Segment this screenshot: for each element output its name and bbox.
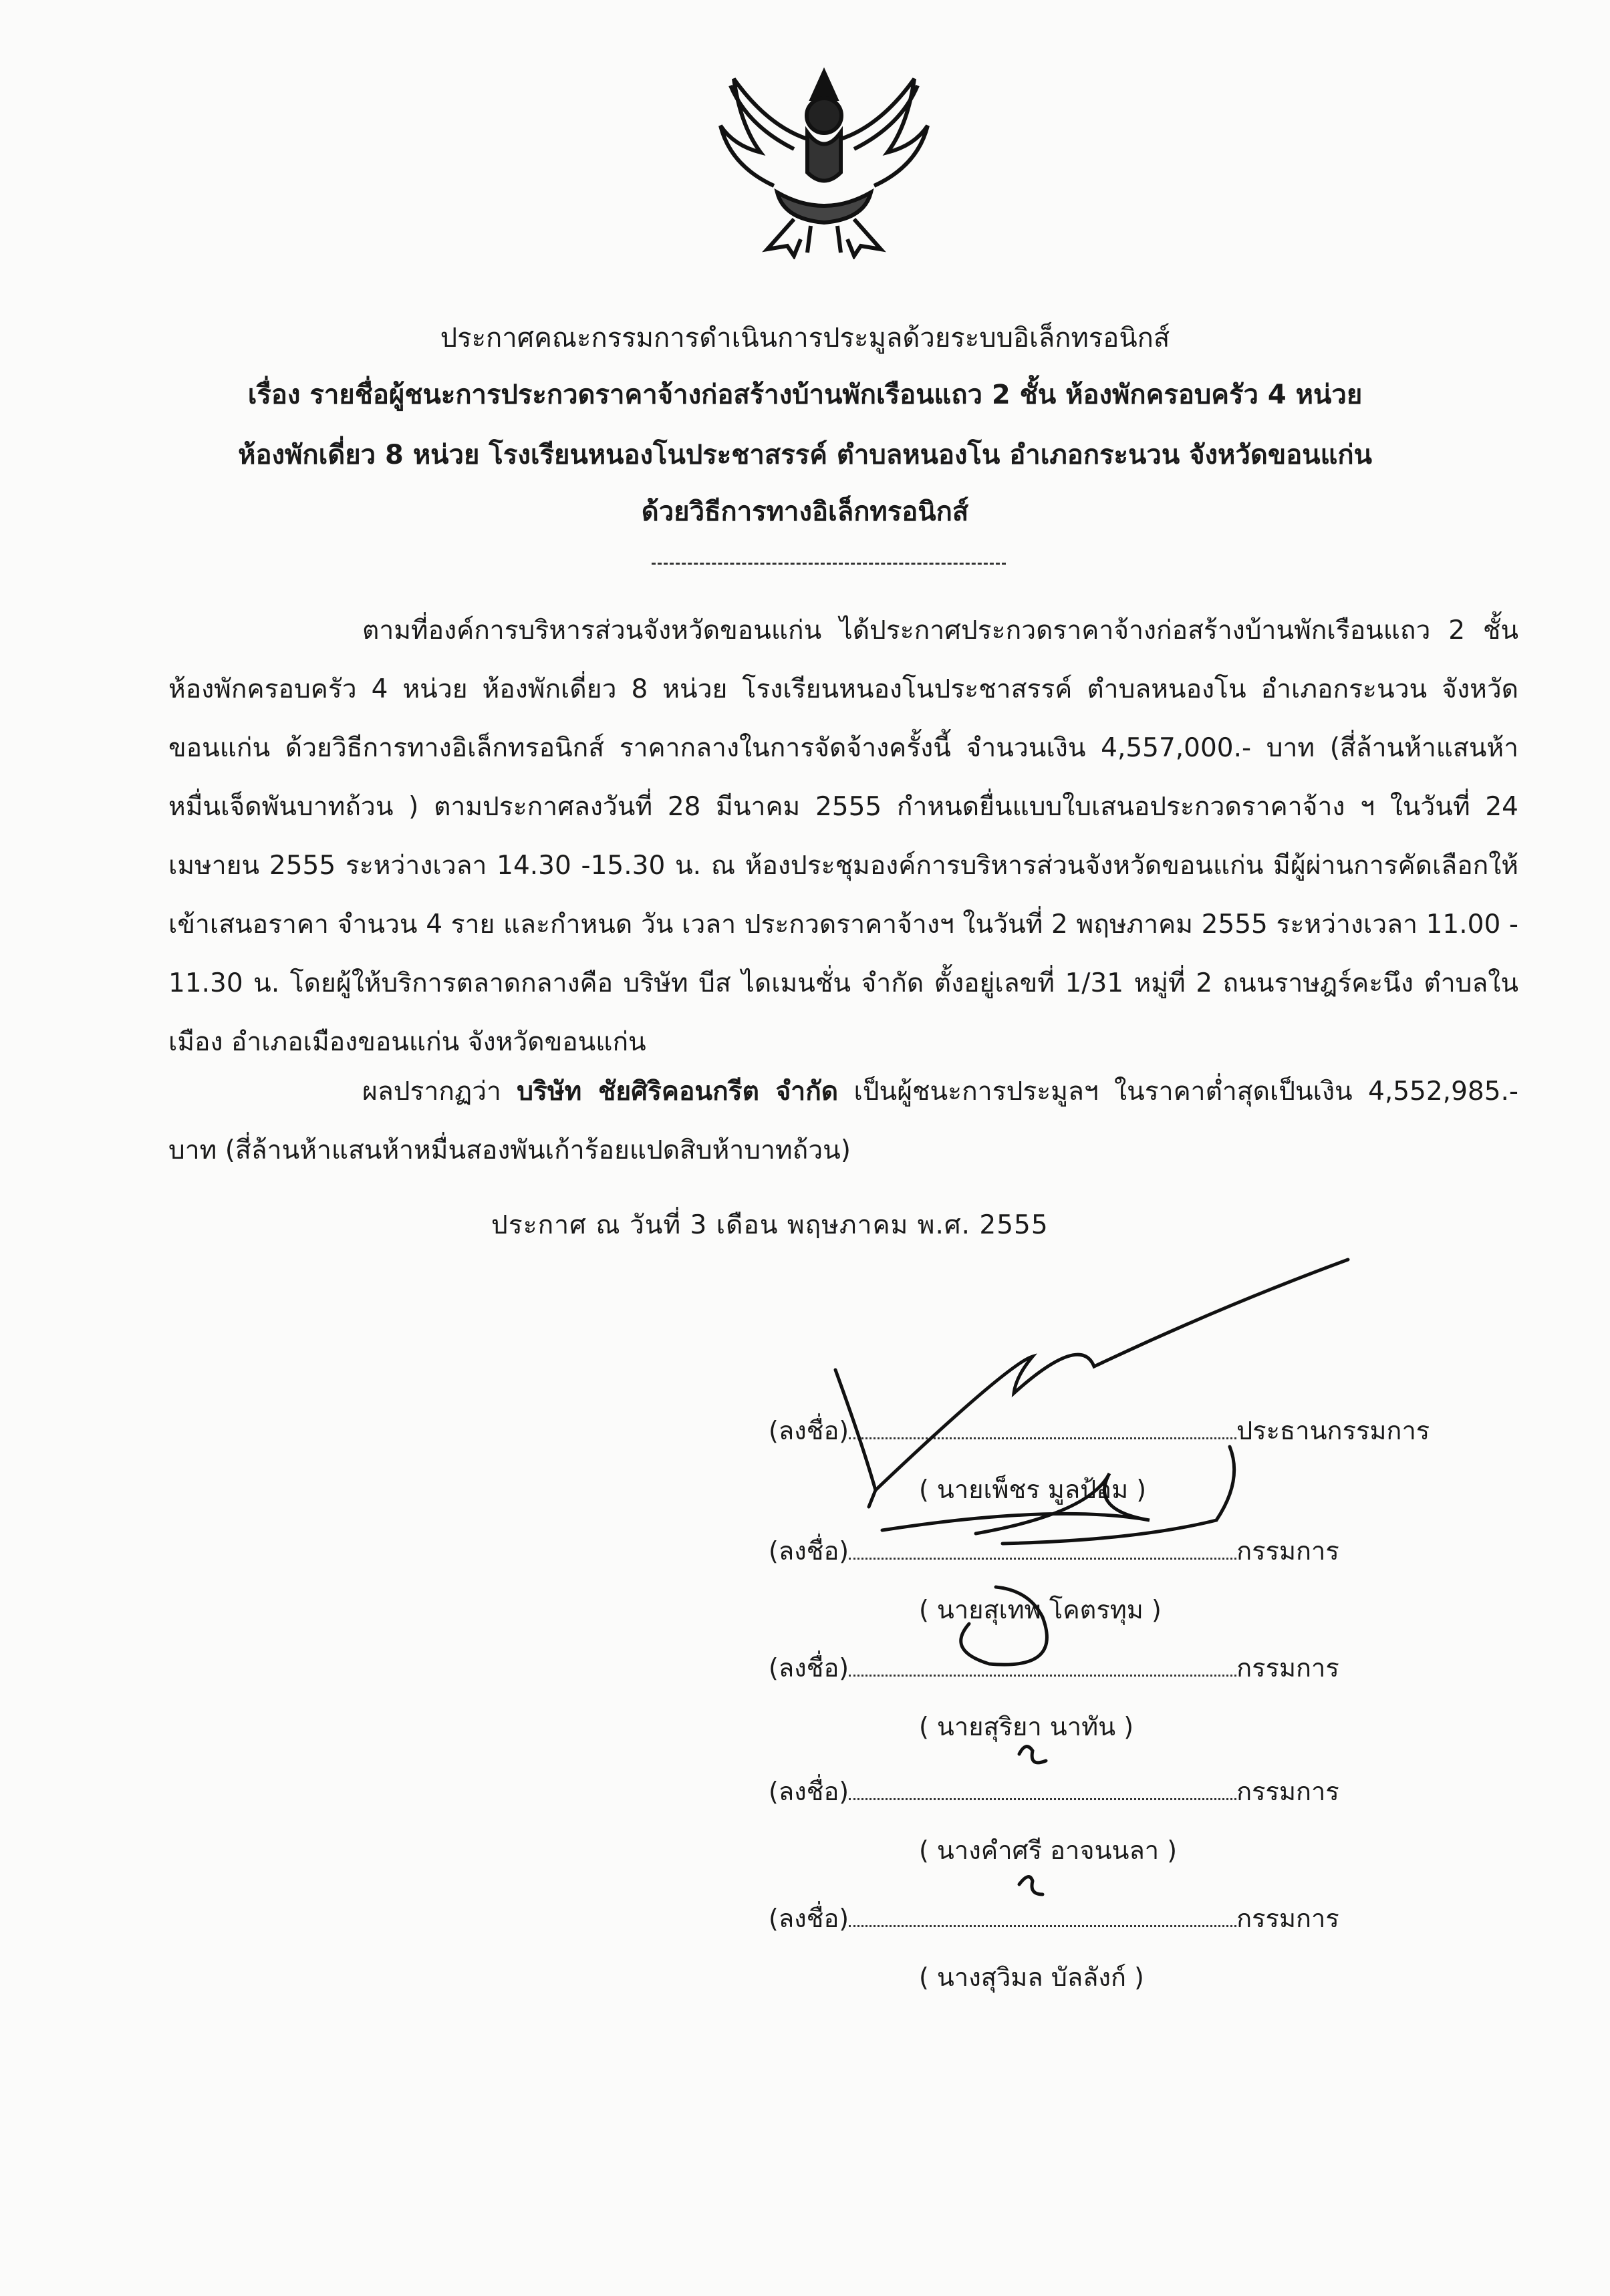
signature-block-member-4 xyxy=(769,1898,1437,1992)
signer-role: ประธานกรรมการ xyxy=(1236,1416,1430,1445)
garuda-emblem-icon xyxy=(714,59,934,259)
announce-date: ประกาศ ณ วันที่ 3 เดือน พฤษภาคม พ.ศ. 2555 xyxy=(491,1210,1049,1240)
sign-label: (ลงชื่อ) xyxy=(769,1416,849,1445)
subject-line-2: ห้องพักเดี่ยว 8 หน่วย โรงเรียนหนองโนประชาสรรค์ ตำบลหนองโน อำเภอกระนวน จังหวัดขอนแก่น xyxy=(238,440,1372,470)
sign-label: (ลงชื่อ) xyxy=(769,1653,849,1683)
signer-role: กรรมการ xyxy=(1236,1904,1339,1933)
body-paragraph-2 xyxy=(168,1062,1518,1180)
signer-name: ( นางสุวิมล บัลลังก์ ) xyxy=(919,1963,1144,1992)
signature-line xyxy=(849,1905,1236,1927)
signer-name: ( นายเพ็ชร มูลป้อม ) xyxy=(919,1475,1147,1504)
signer-name: ( นางคำศรี อาจนนลา ) xyxy=(919,1836,1178,1865)
signature-line xyxy=(849,1538,1236,1560)
signer-role: กรรมการ xyxy=(1236,1536,1339,1566)
document-title: ประกาศคณะกรรมการดำเนินการประมูลด้วยระบบอิเล็กทรอนิกส์ xyxy=(440,323,1170,353)
signature-line xyxy=(849,1778,1236,1800)
signer-role: กรรมการ xyxy=(1236,1653,1339,1683)
signature-block-member-2 xyxy=(769,1647,1437,1741)
sign-label: (ลงชื่อ) xyxy=(769,1904,849,1933)
result-prefix: ผลปรากฏว่า xyxy=(362,1077,517,1107)
winner-name: บริษัท ชัยศิริคอนกรีต จำกัด xyxy=(517,1077,839,1107)
signer-role: กรรมการ xyxy=(1236,1777,1339,1806)
signature-block-member-3 xyxy=(769,1771,1437,1865)
body-paragraph-1: ตามที่องค์การบริหารส่วนจังหวัดขอนแก่น ได้ประกาศประกวดราคาจ้างก่อสร้างบ้านพักเรือนแถว 2 ชั้น ห้องพักครอบครัว 4 หน่วย ห้องพักเดี่ยว 8 หน่วย โรงเรียนหนองโนประชาสรรค์ ตำบลหนองโน อำเภอกระนวน จังหวัดขอนแก่น ด้วยวิธีการทางอิเล็กทรอนิกส์ ราคากลางในการจัดจ้างครั้งนี้ จำนวนเงิน 4,557,000.- บาท (สี่ล้านห้าแสนห้าหมื่นเจ็ดพันบาทถ้วน ) ตามประกาศลงวันที่ 28 มีนาคม 2555 กำหนดยื่นแบบใบเสนอประกวดราคาจ้าง ฯ ในวันที่ 24 เมษายน 2555 ระหว่างเวลา 14.30 -15.30 น. ณ ห้องประชุมองค์การบริหารส่วนจังหวัดขอนแก่น มีผู้ผ่านการคัดเลือกให้เข้าเสนอราคา จำนวน 4 ราย และกำหนด วัน เวลา ประกวดราคาจ้างฯ ในวันที่ 2 พฤษภาคม 2555 ระหว่างเวลา 11.00 - 11.30 น. โดยผู้ให้บริการตลาดกลางคือ บริษัท บีส ไดเมนชั่น จำกัด ตั้งอยู่เลขที่ 1/31 หมู่ที่ 2 ถนนราษฎร์คะนึง ตำบลในเมือง อำเภอเมืองขอนแก่น จังหวัดขอนแก่น xyxy=(168,615,1518,1057)
signature-line xyxy=(849,1417,1236,1439)
signer-name: ( นายสุริยา นาทัน ) xyxy=(919,1712,1134,1741)
result-suffix: เป็นผู้ชนะการประมูลฯ ในราคาต่ำสุดเป็นเงิน 4,552,985.- บาท (สี่ล้านห้าแสนห้าหมื่นสองพันเก้าร้อยแปดสิบห้าบาทถ้วน) xyxy=(168,1077,1518,1165)
signature-block-chairman xyxy=(769,1410,1437,1504)
signer-name: ( นายสุเทพ โคตรทุม ) xyxy=(919,1595,1162,1624)
signature-line xyxy=(849,1655,1236,1677)
signature-block-member-1 xyxy=(769,1530,1437,1624)
title-divider xyxy=(652,563,1006,565)
sign-label: (ลงชื่อ) xyxy=(769,1777,849,1806)
subject-line-1: เรื่อง รายชื่อผู้ชนะการประกวดราคาจ้างก่อสร้างบ้านพักเรือนแถว 2 ชั้น ห้องพักครอบครัว 4 หน่วย xyxy=(247,380,1363,410)
sign-label: (ลงชื่อ) xyxy=(769,1536,849,1566)
subject-line-3: ด้วยวิธีการทางอิเล็กทรอนิกส์ xyxy=(641,496,969,527)
